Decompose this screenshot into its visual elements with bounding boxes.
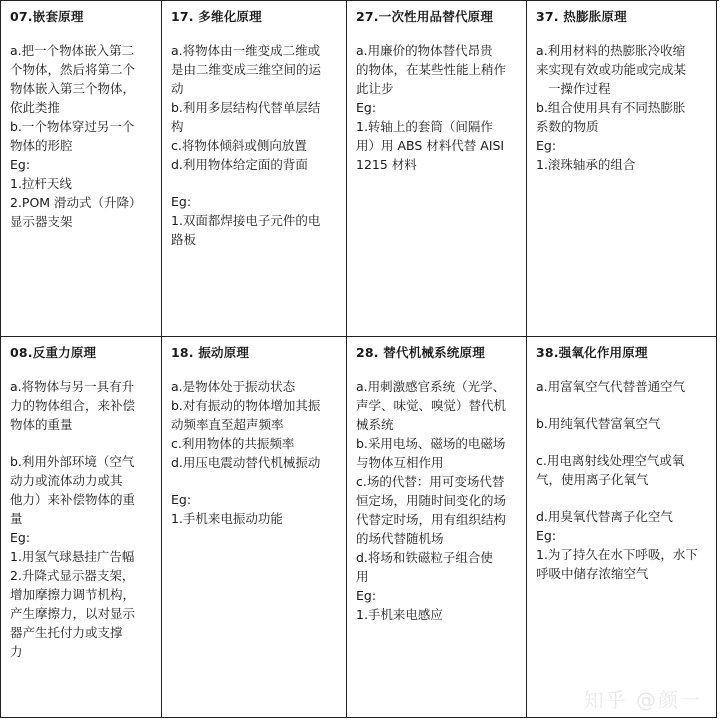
cell-line: 构 bbox=[171, 119, 184, 134]
cell-line: 产生摩擦力，以对显示 bbox=[10, 606, 136, 621]
cell-line: 用 bbox=[356, 569, 369, 584]
cell-line: 动 bbox=[171, 81, 184, 96]
cell-line: 个物体，然后将第二个 bbox=[10, 62, 136, 77]
cell-line: d.将场和铁磁粒子组合使 bbox=[356, 550, 493, 565]
cell-line: 的场代替随机场 bbox=[356, 531, 444, 546]
cell-line: 是由二维变成三维空间的运 bbox=[171, 62, 322, 77]
cell-line: 1215 材料 bbox=[356, 157, 417, 172]
cell-line: a.用富氧空气代替普通空气 bbox=[536, 379, 686, 394]
cell-line: 增加摩擦力调节机构， bbox=[10, 587, 136, 602]
cell-spacer bbox=[536, 489, 708, 507]
cell-line: a.把一个物体嵌入第二 bbox=[10, 43, 135, 58]
cell-line: 1.为了持久在水下呼吸，水下 bbox=[536, 547, 698, 562]
cell-line: 呼吸中储存浓缩空气 bbox=[536, 566, 649, 581]
cell-line: 代替定时场，用有组织结构 bbox=[356, 512, 507, 527]
cell-line: 器产生托付力或支撑 bbox=[10, 625, 123, 640]
cell-line: a.用廉价的物体替代昂贵 bbox=[356, 43, 493, 58]
cell-line: b.利用外部环境（空气 bbox=[10, 454, 135, 469]
cell-line: 力 bbox=[10, 644, 23, 659]
cell-line: 声学、味觉、嗅觉）替代机 bbox=[356, 398, 507, 413]
cell-line: Eg: bbox=[356, 100, 377, 115]
cell-line: b.用纯氧代替富氧空气 bbox=[536, 416, 661, 431]
cell-line: 气，使用离子化氧气 bbox=[536, 472, 649, 487]
cell-27-disposable bbox=[347, 1, 527, 337]
cell-title: 17. 多维化原理 bbox=[171, 9, 262, 24]
cell-line: 路板 bbox=[171, 232, 197, 247]
watermark: 知乎 @颜一 bbox=[583, 688, 702, 712]
cell-spacer bbox=[10, 434, 153, 452]
cell-line: 恒定场，用随时间变化的场 bbox=[356, 493, 507, 508]
cell-line: 1.拉杆天线 bbox=[10, 176, 72, 191]
cell-line: 动频率直至超声频率 bbox=[171, 417, 284, 432]
cell-line: 1.手机来电感应 bbox=[356, 607, 443, 622]
cell-line: 2.POM 滑动式（升降） bbox=[10, 195, 142, 210]
cell-line: 量 bbox=[10, 511, 23, 526]
cell-line: 依此类推 bbox=[10, 100, 61, 115]
cell-title: 18. 振动原理 bbox=[171, 345, 250, 360]
cell-line: a.利用材料的热膨胀冷收缩 bbox=[536, 43, 686, 58]
cell-line: 物体的重量 bbox=[10, 417, 73, 432]
cell-line: b.一个物体穿过另一个 bbox=[10, 119, 135, 134]
cell-line: 2.升降式显示器支架， bbox=[10, 568, 135, 583]
cell-spacer bbox=[171, 174, 338, 192]
cell-line: b.采用电场、磁场的电磁场 bbox=[356, 436, 506, 451]
cell-38-strong-oxidation bbox=[527, 337, 717, 718]
cell-line: 1.双面都焊接电子元件的电 bbox=[171, 213, 321, 228]
cell-line: c.用电离射线处理空气或氧 bbox=[536, 453, 685, 468]
cell-line: 此让步 bbox=[356, 81, 394, 96]
cell-line: 系数的物质 bbox=[536, 119, 599, 134]
cell-title: 38.强氧化作用原理 bbox=[536, 345, 648, 360]
cell-line: Eg: bbox=[356, 588, 377, 603]
cell-title: 07.嵌套原理 bbox=[10, 9, 84, 24]
cell-line: b.利用多层结构代替单层结 bbox=[171, 100, 321, 115]
cell-line: 一操作过程 bbox=[548, 81, 611, 96]
cell-title: 37. 热膨胀原理 bbox=[536, 9, 627, 24]
cell-spacer bbox=[171, 472, 338, 490]
cell-18-vibration bbox=[162, 337, 347, 718]
cell-line: c.场的代替：用可变场代替 bbox=[356, 474, 505, 489]
cell-line: 物体的形腔 bbox=[10, 138, 73, 153]
cell-line: 的物体，在某些性能上稍作 bbox=[356, 62, 507, 77]
cell-line: a.用刺激感官系统（光学、 bbox=[356, 379, 506, 394]
cell-line: 显示器支架 bbox=[10, 214, 73, 229]
cell-line: 动力或流体动力或其 bbox=[10, 473, 123, 488]
cell-line: Eg: bbox=[536, 138, 557, 153]
cell-line: Eg: bbox=[171, 194, 192, 209]
cell-line: b.对有振动的物体增加其振 bbox=[171, 398, 321, 413]
cell-title: 27.一次性用品替代原理 bbox=[356, 9, 494, 24]
cell-line: 用）用 ABS 材料代替 AISI bbox=[356, 138, 505, 153]
cell-08-antigravity bbox=[1, 337, 162, 718]
cell-line: 械系统 bbox=[356, 417, 394, 432]
cell-spacer bbox=[536, 396, 708, 414]
cell-37-thermal-expansion bbox=[527, 1, 717, 337]
cell-line: 与物体互相作用 bbox=[356, 455, 444, 470]
cell-line: a.是物体处于振动状态 bbox=[171, 379, 296, 394]
cell-line: Eg: bbox=[171, 492, 192, 507]
cell-line: a.将物体由一维变成二维或 bbox=[171, 43, 321, 58]
cell-line: b.组合使用具有不同热膨胀 bbox=[536, 100, 686, 115]
cell-title: 28. 替代机械系统原理 bbox=[356, 345, 485, 360]
cell-line: c.利用物体的共振频率 bbox=[171, 436, 295, 451]
cell-line: d.用臭氧代替离子化空气 bbox=[536, 509, 673, 524]
cell-line: Eg: bbox=[10, 530, 31, 545]
cell-line: Eg: bbox=[536, 528, 557, 543]
cell-title: 08.反重力原理 bbox=[10, 345, 97, 360]
cell-line: d.用压电震动替代机械振动 bbox=[171, 455, 321, 470]
cell-line: 来实现有效或功能或完成某 bbox=[536, 62, 687, 77]
cell-line: 1.转轴上的套筒（间隔作 bbox=[356, 119, 493, 134]
cell-line: 1.用氢气球悬挂广告幅 bbox=[10, 549, 135, 564]
cell-line: 1.手机来电振动功能 bbox=[171, 511, 283, 526]
cell-28-mechanics-substitution bbox=[347, 337, 527, 718]
cell-line: a.将物体与另一具有升 bbox=[10, 379, 135, 394]
cell-17-multidimension bbox=[162, 1, 347, 337]
cell-line: c.将物体倾斜或侧向放置 bbox=[171, 138, 307, 153]
cell-line: Eg: bbox=[10, 157, 31, 172]
cell-line: d.利用物体给定面的背面 bbox=[171, 157, 308, 172]
cell-line: 他力）来补偿物体的重 bbox=[10, 492, 136, 507]
cell-07-nesting bbox=[1, 1, 162, 337]
cell-line: 1.滚珠轴承的组合 bbox=[536, 157, 636, 172]
cell-line: 力的物体组合，来补偿 bbox=[10, 398, 136, 413]
cell-line: 物体嵌入第三个物体， bbox=[10, 81, 136, 96]
cell-spacer bbox=[536, 433, 708, 451]
